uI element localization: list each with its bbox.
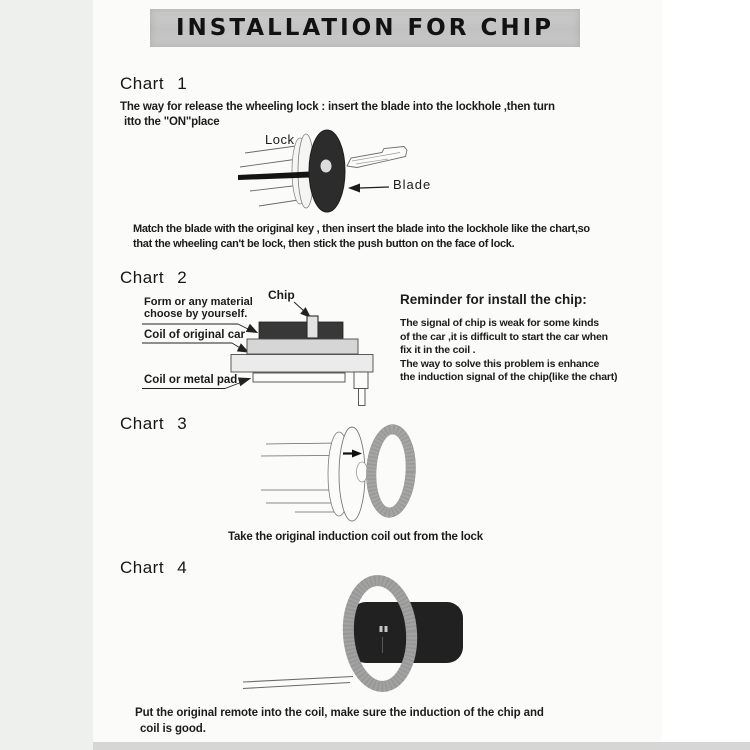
reminder-body (400, 317, 617, 385)
chart1-heading: Chart 1 (120, 74, 188, 93)
title-bar (150, 9, 580, 47)
form-label (144, 297, 253, 320)
lock-label: Lock (265, 132, 295, 147)
reminder-line1: The signal of chip is weak for some kinds (400, 317, 599, 329)
chart4-heading: Chart 4 (120, 558, 188, 577)
reminder-line2: of the car ,it is difficult to start the car when (400, 330, 608, 343)
form-label-line2: choose by yourself. (144, 307, 248, 320)
chart1-intro-line2: itto the "ON"place (124, 116, 220, 128)
chart4-caption (135, 706, 544, 737)
page-title: INSTALLATION FOR CHIP (176, 15, 554, 41)
form-label-line1: Form or any material (144, 296, 253, 308)
base-block (231, 355, 373, 373)
chart3-diagram (255, 423, 435, 528)
coil-label: Coil of original car (144, 329, 245, 341)
form-block (259, 322, 343, 339)
reminder-line3: fix it in the coil . (400, 344, 476, 356)
chart1-note (133, 222, 590, 251)
chart1-note-line1: Match the blade with the original key , then insert the blade into the lockhole like the chart,so (133, 223, 590, 235)
chart1-intro-line1: The way for release the wheeling lock : insert the blade into the lockhole ,then turn (120, 101, 555, 113)
chart2-heading: Chart 2 (120, 268, 188, 287)
coil-leader-line (142, 343, 248, 352)
reminder-title: Reminder for install the chip: (400, 292, 587, 307)
reminder-line5: the induction signal of the chip(like the chart) (400, 371, 618, 383)
metal-pad (253, 373, 345, 382)
chip-label: Chip (268, 288, 295, 302)
coil-block (247, 339, 358, 354)
chart1-note-line2: that the wheeling can't be lock, then stick the push button on the face of lock. (133, 237, 515, 250)
stem (354, 372, 368, 389)
scan-left-margin (0, 0, 93, 750)
chart3-heading: Chart 3 (120, 414, 188, 433)
cylinder-hole (357, 462, 368, 482)
pad-label: Coil or metal pad (144, 374, 238, 386)
scan-bottom-edge (93, 742, 750, 750)
chip-leader-line (294, 302, 310, 317)
chart4-caption-line1: Put the original remote into the coil, make sure the induction of the chip and (135, 707, 544, 719)
chart4-diagram (225, 568, 485, 703)
lock-hole (321, 160, 332, 173)
blade-label: Blade (393, 177, 432, 192)
chart3-caption: Take the original induction coil out from the lock (228, 531, 483, 543)
coil-wires (243, 677, 353, 689)
reminder-line4: The way to solve this problem is enhance (400, 357, 600, 370)
chart4-caption-line2: coil is good. (140, 722, 206, 735)
key-blade (347, 147, 407, 168)
stem-wire (359, 389, 366, 406)
chip-part (307, 316, 318, 338)
induction-coil-ring (364, 423, 417, 518)
blade-arrow-icon (348, 184, 389, 193)
